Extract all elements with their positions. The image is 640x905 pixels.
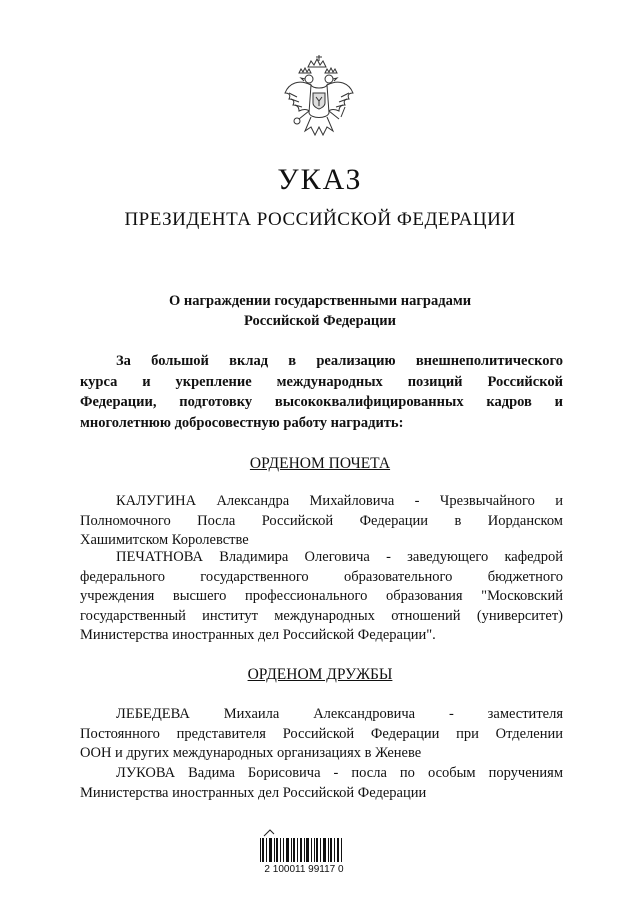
award-entry-lebedev	[80, 705, 563, 764]
award-entry-pechatnov	[80, 548, 563, 646]
entry-line: ЛЕБЕДЕВА Михаила Александровича - заместителя	[116, 706, 563, 722]
coat-of-arms-icon	[281, 53, 357, 141]
entry-line: ЛУКОВА Вадима Борисовича - посла по особым поручениям	[116, 765, 563, 781]
entry-line: ПЕЧАТНОВА Владимира Олеговича - заведующего кафедрой	[116, 549, 563, 565]
entry-line: Министерства иностранных дел Российской Федерации	[80, 784, 427, 801]
entry-line: федерального государственного образовательного бюджетного	[80, 568, 563, 585]
preamble-paragraph	[80, 351, 563, 433]
barcode-number: 2 100011 99117 0	[264, 864, 344, 875]
barcode-icon	[256, 828, 348, 896]
document-title: УКАЗ	[277, 163, 363, 196]
entry-line: Постоянного представителя Российской Федерации при Отделении	[80, 725, 563, 742]
section-title-order-of-friendship: ОРДЕНОМ ДРУЖБЫ	[247, 666, 393, 683]
award-entry-lukov	[80, 764, 563, 803]
preamble-line: Федерации, подготовку высококвалифицированных кадров и	[80, 394, 563, 410]
preamble-line: За большой вклад в реализацию внешнеполитического	[116, 353, 563, 369]
award-entry-kalugin	[80, 492, 563, 551]
document-heading	[80, 291, 560, 331]
entry-line: КАЛУГИНА Александра Михайловича - Чрезвычайного и	[116, 493, 563, 509]
entry-line: государственный институт международных отношений (университет)	[80, 607, 563, 624]
heading-line: О награждении государственными наградами	[168, 293, 472, 309]
entry-line: Министерства иностранных дел Российской Федерации".	[80, 627, 436, 643]
heading-line: Российской Федерации	[243, 313, 396, 329]
preamble-line: многолетнюю добросовестную работу наградить:	[80, 414, 404, 431]
section-title-order-of-honour: ОРДЕНОМ ПОЧЕТА	[249, 455, 391, 472]
entry-line: Полномочного Посла Российской Федерации в Иорданском	[80, 512, 563, 529]
entry-line: учреждения высшего профессионального образования "Московский	[80, 588, 563, 604]
preamble-line: курса и укрепление международных позиций Российской	[80, 373, 563, 390]
entry-line: ООН и других международных организациях в Женеве	[80, 745, 422, 761]
document-subtitle: ПРЕЗИДЕНТА РОССИЙСКОЙ ФЕДЕРАЦИИ	[124, 209, 516, 230]
entry-line: Хашимитском Королевстве	[80, 532, 249, 548]
